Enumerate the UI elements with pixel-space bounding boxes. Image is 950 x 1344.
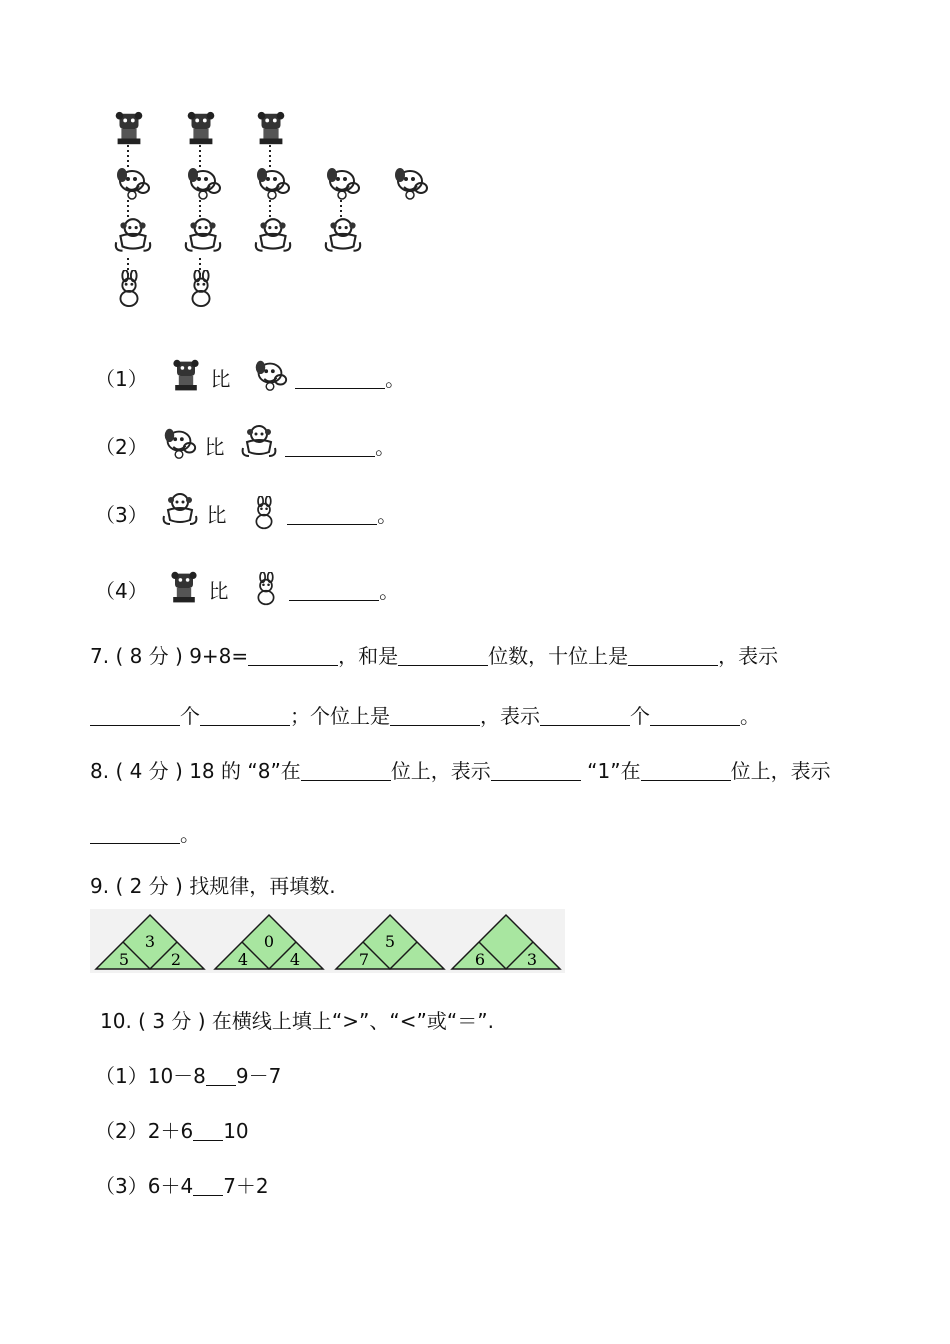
triangle-right-number: 2 bbox=[170, 950, 182, 969]
answer-blank[interactable] bbox=[193, 1122, 223, 1141]
compare-expression: （2）2＋6 10 bbox=[95, 1119, 249, 1143]
bear-icon bbox=[166, 570, 202, 606]
answer-blank[interactable] bbox=[289, 582, 379, 601]
bear-icon bbox=[110, 110, 148, 148]
question-8-line-1: 8. ( 4 分 ) 18 的 “8”在 位上，表示 “1”在 位上，表示 bbox=[90, 759, 831, 783]
dog-icon bbox=[183, 163, 223, 203]
triangle-top-number: 5 bbox=[384, 932, 396, 951]
question-9-title: 9. ( 2 分 ) 找规律，再填数. bbox=[90, 874, 336, 898]
dog-icon bbox=[160, 424, 198, 462]
triangle-top-number: 3 bbox=[144, 932, 156, 951]
triangle-left-number: 7 bbox=[358, 950, 370, 969]
compare-item: （1） 比 。 bbox=[95, 356, 405, 394]
monkey-icon bbox=[322, 215, 364, 257]
triangle-top-number: 0 bbox=[263, 932, 275, 951]
rabbit-icon bbox=[182, 270, 220, 308]
compare-expression: （1）10－8 9－7 bbox=[95, 1064, 282, 1088]
answer-blank[interactable] bbox=[390, 707, 480, 726]
dog-icon bbox=[322, 163, 362, 203]
question-7-line-2: 个 ；个位上是 ，表示 个 。 bbox=[90, 700, 760, 729]
answer-blank[interactable] bbox=[90, 825, 180, 844]
compare-item: （2） 比 。 bbox=[95, 422, 395, 462]
answer-blank[interactable] bbox=[650, 707, 740, 726]
question-10-title: 10. ( 3 分 ) 在横线上填上“>”、“<”或“＝”. bbox=[100, 1009, 494, 1033]
answer-blank[interactable] bbox=[295, 370, 385, 389]
answer-blank[interactable] bbox=[248, 647, 338, 666]
dog-icon bbox=[390, 163, 430, 203]
answer-blank[interactable] bbox=[193, 1177, 223, 1196]
answer-blank[interactable] bbox=[628, 647, 718, 666]
answer-blank[interactable] bbox=[398, 647, 488, 666]
monkey-icon bbox=[182, 215, 224, 257]
answer-blank[interactable] bbox=[301, 762, 391, 781]
answer-blank[interactable] bbox=[206, 1067, 236, 1086]
monkey-icon bbox=[112, 215, 154, 257]
answer-blank[interactable] bbox=[287, 506, 377, 525]
answer-blank[interactable] bbox=[491, 762, 581, 781]
question-8-line-2: 。 bbox=[90, 818, 200, 847]
triangle-left-number: 6 bbox=[474, 950, 486, 969]
triangle-right-number: 4 bbox=[289, 950, 301, 969]
monkey-icon bbox=[160, 490, 200, 530]
answer-blank[interactable] bbox=[200, 707, 290, 726]
compare-expression: （3）6＋4 7＋2 bbox=[95, 1174, 269, 1198]
answer-blank[interactable] bbox=[90, 707, 180, 726]
answer-blank[interactable] bbox=[540, 707, 630, 726]
triangle-left-number: 4 bbox=[237, 950, 249, 969]
bear-icon bbox=[182, 110, 220, 148]
answer-blank[interactable] bbox=[641, 762, 731, 781]
compare-item: （3） 比 。 bbox=[95, 490, 397, 530]
monkey-icon bbox=[252, 215, 294, 257]
rabbit-icon bbox=[249, 572, 283, 606]
rabbit-icon bbox=[247, 496, 281, 530]
bear-icon bbox=[252, 110, 290, 148]
triangle-right-number: 3 bbox=[526, 950, 538, 969]
compare-item: （4） 比 。 bbox=[95, 570, 399, 606]
dog-icon bbox=[251, 356, 289, 394]
answer-blank[interactable] bbox=[285, 438, 375, 457]
bear-icon bbox=[168, 358, 204, 394]
question-7-line-1: 7. ( 8 分 ) 9+8= ，和是 位数，十位上是 ，表示 bbox=[90, 644, 779, 668]
dog-icon bbox=[252, 163, 292, 203]
triangle-left-number: 5 bbox=[118, 950, 130, 969]
dog-icon bbox=[112, 163, 152, 203]
monkey-icon bbox=[239, 422, 279, 462]
rabbit-icon bbox=[110, 270, 148, 308]
triangle-pattern bbox=[90, 905, 570, 975]
